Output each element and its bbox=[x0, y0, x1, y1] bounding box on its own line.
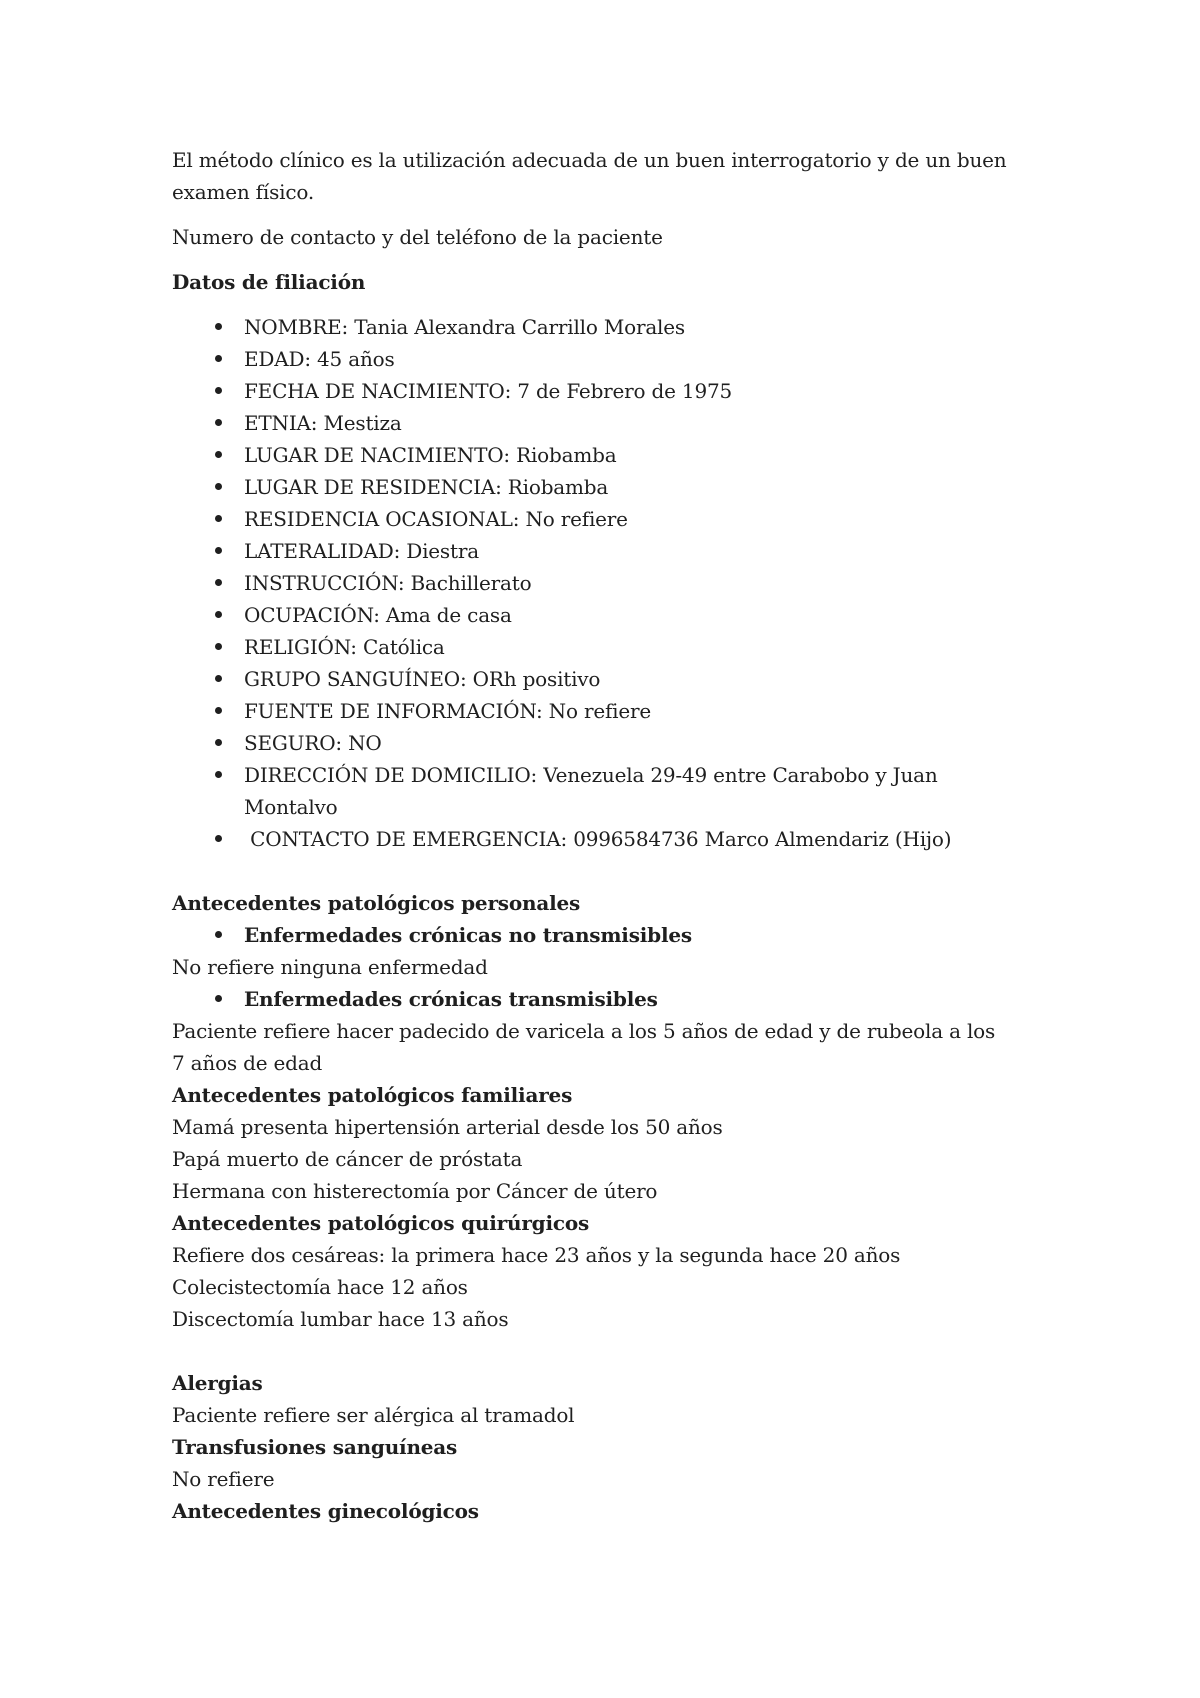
list-item: CONTACTO DE EMERGENCIA: 0996584736 Marco Almendariz (Hijo) bbox=[172, 823, 1012, 855]
ginecologicos-heading: Antecedentes ginecológicos bbox=[172, 1499, 479, 1523]
filiacion-list bbox=[172, 311, 1012, 855]
familiares-heading: Antecedentes patológicos familiares bbox=[172, 1083, 573, 1107]
familiares-line: Hermana con histerectomía por Cáncer de útero bbox=[172, 1179, 658, 1203]
quirurgicos-heading: Antecedentes patológicos quirúrgicos bbox=[172, 1211, 590, 1235]
list-item: DIRECCIÓN DE DOMICILIO: Venezuela 29-49 entre Carabobo y Juan Montalvo bbox=[172, 759, 1012, 823]
list-item: LUGAR DE NACIMIENTO: Riobamba bbox=[172, 439, 1012, 471]
list-item: OCUPACIÓN: Ama de casa bbox=[172, 599, 1012, 631]
blank-line bbox=[172, 855, 1012, 887]
list-item: LATERALIDAD: Diestra bbox=[172, 535, 1012, 567]
list-item: RELIGIÓN: Católica bbox=[172, 631, 1012, 663]
personales-text1: No refiere ninguna enfermedad bbox=[172, 955, 488, 979]
intro-paragraph: El método clínico es la utilización adecuada de un buen interrogatorio y de un buen examen físico. bbox=[172, 148, 1007, 204]
list-item: INSTRUCCIÓN: Bachillerato bbox=[172, 567, 1012, 599]
quirurgicos-line: Discectomía lumbar hace 13 años bbox=[172, 1307, 509, 1331]
list-item: ETNIA: Mestiza bbox=[172, 407, 1012, 439]
list-item: SEGURO: NO bbox=[172, 727, 1012, 759]
transfusiones-text: No refiere bbox=[172, 1467, 275, 1491]
personales-sub1: Enfermedades crónicas no transmisibles bbox=[172, 919, 1012, 951]
contact-note: Numero de contacto y del teléfono de la paciente bbox=[172, 225, 663, 249]
filiacion-heading: Datos de filiación bbox=[172, 270, 366, 294]
blank-line bbox=[172, 1335, 1012, 1367]
personales-sub2: Enfermedades crónicas transmisibles bbox=[172, 983, 1012, 1015]
list-item: EDAD: 45 años bbox=[172, 343, 1012, 375]
transfusiones-heading: Transfusiones sanguíneas bbox=[172, 1435, 458, 1459]
quirurgicos-line: Refiere dos cesáreas: la primera hace 23 años y la segunda hace 20 años bbox=[172, 1243, 901, 1267]
personales-text2: Paciente refiere hacer padecido de varicela a los 5 años de edad y de rubeola a los 7 años de edad bbox=[172, 1019, 996, 1075]
quirurgicos-line: Colecistectomía hace 12 años bbox=[172, 1275, 468, 1299]
familiares-line: Mamá presenta hipertensión arterial desde los 50 años bbox=[172, 1115, 723, 1139]
list-item: LUGAR DE RESIDENCIA: Riobamba bbox=[172, 471, 1012, 503]
personales-sub2-list bbox=[172, 983, 1012, 1015]
list-item: RESIDENCIA OCASIONAL: No refiere bbox=[172, 503, 1012, 535]
list-item: GRUPO SANGUÍNEO: ORh positivo bbox=[172, 663, 1012, 695]
document-body bbox=[172, 144, 1012, 1527]
list-item: NOMBRE: Tania Alexandra Carrillo Morales bbox=[172, 311, 1012, 343]
alergias-heading: Alergias bbox=[172, 1371, 263, 1395]
list-item: FECHA DE NACIMIENTO: 7 de Febrero de 1975 bbox=[172, 375, 1012, 407]
alergias-text: Paciente refiere ser alérgica al tramadol bbox=[172, 1403, 575, 1427]
personales-sub1-list bbox=[172, 919, 1012, 951]
personales-heading: Antecedentes patológicos personales bbox=[172, 891, 581, 915]
list-item: FUENTE DE INFORMACIÓN: No refiere bbox=[172, 695, 1012, 727]
familiares-line: Papá muerto de cáncer de próstata bbox=[172, 1147, 523, 1171]
